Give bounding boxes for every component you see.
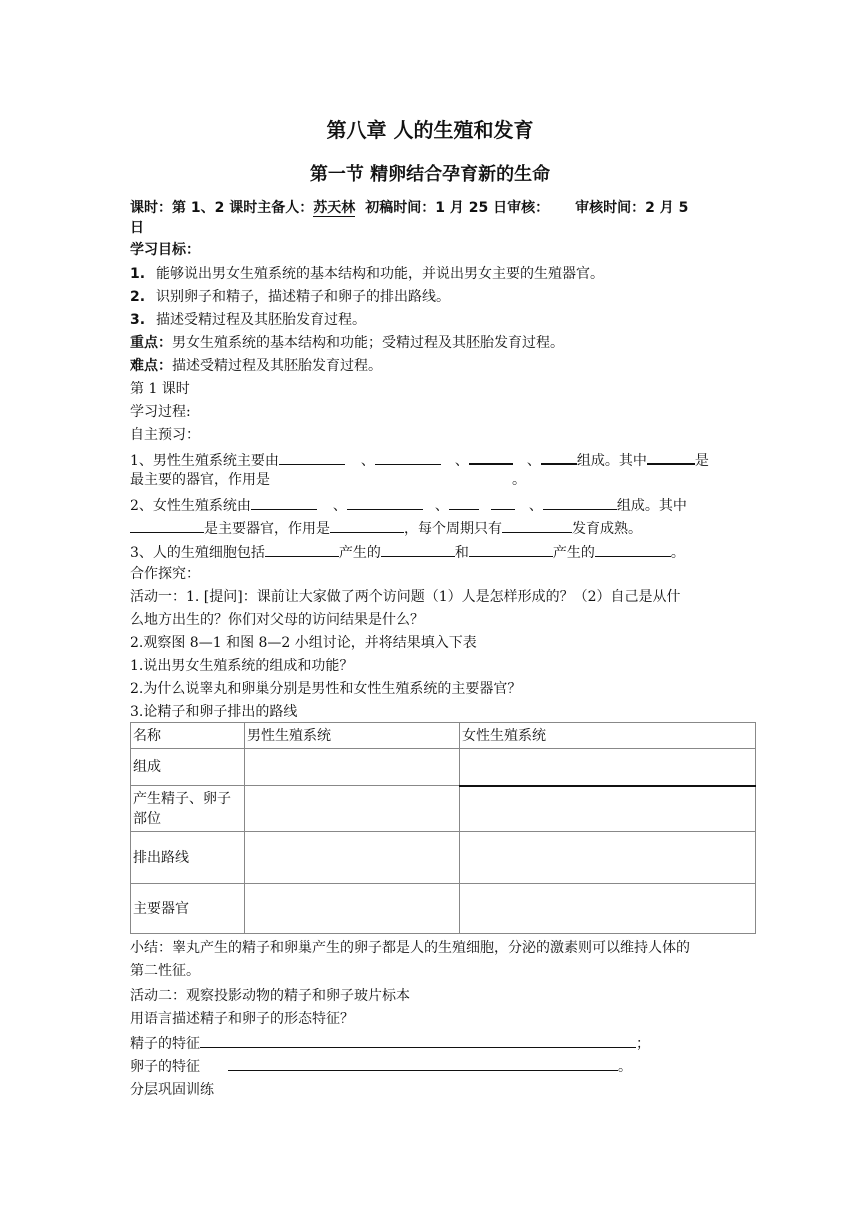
blank[interactable]: [502, 517, 572, 533]
summary-line2: 第二性征。: [130, 963, 200, 979]
blank[interactable]: [330, 517, 404, 533]
difficulties-text: 描述受精过程及其胚胎发育过程。: [172, 358, 382, 374]
difficulties: [130, 356, 382, 376]
q1-text: 是: [694, 453, 709, 469]
punctuation: 。: [618, 1059, 632, 1075]
separator: 、: [434, 498, 449, 514]
table-header-cell: 男性生殖系统: [245, 723, 460, 749]
objective-item: [130, 287, 450, 307]
summary-line1: 小结：睾丸产生的精子和卵巢产生的卵子都是人的生殖细胞，分泌的激素则可以维持人体的: [130, 940, 690, 956]
meta-line: [130, 198, 688, 218]
blank[interactable]: [347, 494, 423, 510]
objectives-heading: 学习目标：: [130, 242, 200, 258]
blank[interactable]: [251, 494, 317, 510]
blank[interactable]: [130, 517, 204, 533]
process-label: 学习过程:: [130, 404, 191, 420]
table-row-label: 主要器官: [131, 884, 245, 934]
egg-feature: [130, 1055, 632, 1077]
discussion-q1: 1.说出男女生殖系统的组成和功能？: [130, 658, 354, 674]
blank[interactable]: [279, 449, 345, 465]
separator: 、: [528, 498, 543, 514]
objective-item: [130, 310, 366, 330]
preview-q2-line2: [130, 517, 642, 539]
table-cell[interactable]: [460, 832, 756, 884]
table-row: [131, 786, 756, 832]
activity-one-line1: 活动一：1. [提问]：课前让大家做了两个访问题（1）人是怎样形成的？（2）自己是从什: [130, 589, 681, 605]
table-row: [131, 832, 756, 884]
table-header-row: [131, 723, 756, 749]
sperm-feature: [130, 1032, 650, 1054]
table-cell[interactable]: [460, 786, 756, 832]
q1-text: 。: [512, 472, 526, 488]
egg-feature-label: 卵子的特征: [130, 1059, 200, 1075]
egg-feature-blank[interactable]: [228, 1055, 618, 1071]
explore-heading: 合作探究：: [130, 566, 200, 582]
table-row-label: [131, 786, 245, 832]
blank[interactable]: [265, 541, 339, 557]
table-cell[interactable]: [245, 786, 460, 832]
q1-text: 组成。其中: [576, 453, 647, 469]
blank[interactable]: [469, 448, 513, 465]
objective-number: 1.: [130, 266, 146, 282]
separator: 、: [454, 453, 469, 469]
activity-two-question: 用语言描述精子和卵子的形态特征？: [130, 1011, 354, 1027]
q2-text: 2、女性生殖系统由: [130, 498, 251, 514]
q1-text: 最主要的器官，作用是: [130, 472, 270, 488]
table-cell[interactable]: [245, 884, 460, 934]
separator: 、: [360, 453, 375, 469]
discussion-q3: 3.论精子和卵子排出的路线: [130, 704, 298, 720]
preview-q3: [130, 541, 685, 563]
q1-text: 1、男性生殖系统主要由: [130, 453, 279, 469]
difficulties-label: 难点：: [130, 358, 172, 374]
preview-q2: [130, 494, 687, 516]
objective-text: 描述受精过程及其胚胎发育过程。: [156, 312, 366, 328]
q2-text: 组成。其中: [616, 498, 687, 514]
separator: 、: [526, 453, 541, 469]
q3-text: 产生的: [552, 545, 595, 561]
blank[interactable]: [595, 541, 671, 557]
objective-number: 3.: [130, 312, 146, 328]
table-row-label-line: 产生精子、卵子: [133, 790, 231, 807]
meta-draft: 初稿时间：1 月 25 日审核：: [365, 200, 550, 216]
blank[interactable]: [543, 494, 617, 510]
objective-text: 能够说出男女生殖系统的基本结构和功能，并说出男女主要的生殖器官。: [156, 266, 604, 282]
objective-number: 2.: [130, 289, 146, 305]
punctuation: ；: [636, 1036, 650, 1052]
page-title: 第八章 人的生殖和发育: [326, 118, 534, 142]
table-cell[interactable]: [245, 832, 460, 884]
activity-one-line2: 么地方出生的？你们对父母的访问结果是什么？: [130, 612, 424, 628]
sperm-feature-blank[interactable]: [200, 1032, 636, 1048]
preview-q1: [130, 448, 709, 471]
meta-review-day: 日: [130, 220, 144, 236]
discussion-q2: 2.为什么说睾丸和卵巢分别是男性和女性生殖系统的主要器官？: [130, 681, 522, 697]
preview-q1-line2: [130, 470, 526, 490]
preview-heading: 自主预习：: [130, 427, 200, 443]
section-title: 第一节 精卵结合孕育新的生命: [309, 164, 551, 185]
table-cell[interactable]: [245, 749, 460, 786]
lesson-label: 第 1 课时: [130, 381, 190, 397]
table-cell[interactable]: [460, 749, 756, 786]
blank[interactable]: [375, 449, 441, 465]
table-row: [131, 749, 756, 786]
blank[interactable]: [469, 541, 553, 557]
table-header-cell: 名称: [131, 723, 245, 749]
key-points-label: 重点：: [130, 335, 172, 351]
separator: 、: [332, 498, 347, 514]
meta-period: 课时：第 1、2 课时主备人：: [130, 200, 314, 216]
table-header-cell: 女性生殖系统: [460, 723, 756, 749]
q3-text: 3、人的生殖细胞包括: [130, 545, 265, 561]
objective-text: 识别卵子和精子，描述精子和卵子的排出路线。: [156, 289, 450, 305]
q3-text: 和: [454, 545, 469, 561]
blank[interactable]: [381, 541, 455, 557]
table-row-label: 组成: [131, 749, 245, 786]
reproductive-system-table: [130, 722, 756, 934]
table-cell[interactable]: [460, 884, 756, 934]
activity-one-step2: 2.观察图 8—1 和图 8—2 小组讨论，并将结果填入下表: [130, 635, 477, 651]
q3-text: 。: [670, 545, 685, 561]
objective-item: [130, 264, 604, 284]
table-row-label: 排出路线: [131, 832, 245, 884]
q2-text: 发育成熟。: [572, 521, 642, 537]
blank[interactable]: [647, 448, 695, 465]
sperm-feature-label: 精子的特征: [130, 1036, 200, 1052]
key-points: [130, 333, 564, 353]
meta-review-time: 审核时间：2 月 5: [575, 200, 689, 216]
activity-two: 活动二：观察投影动物的精子和卵子玻片标本: [130, 988, 410, 1004]
blank[interactable]: [491, 494, 515, 510]
q2-text: ，每个周期只有: [404, 521, 502, 537]
blank[interactable]: [449, 494, 479, 510]
blank[interactable]: [541, 448, 577, 465]
key-points-text: 男女生殖系统的基本结构和功能；受精过程及其胚胎发育过程。: [172, 335, 564, 351]
practice-heading: 分层巩固训练: [130, 1082, 214, 1098]
q2-text: 是主要器官，作用是: [204, 521, 330, 537]
table-row: [131, 884, 756, 934]
q3-text: 产生的: [338, 545, 381, 561]
table-row-label-line: 部位: [133, 810, 161, 827]
meta-author: 苏天林: [313, 200, 356, 216]
